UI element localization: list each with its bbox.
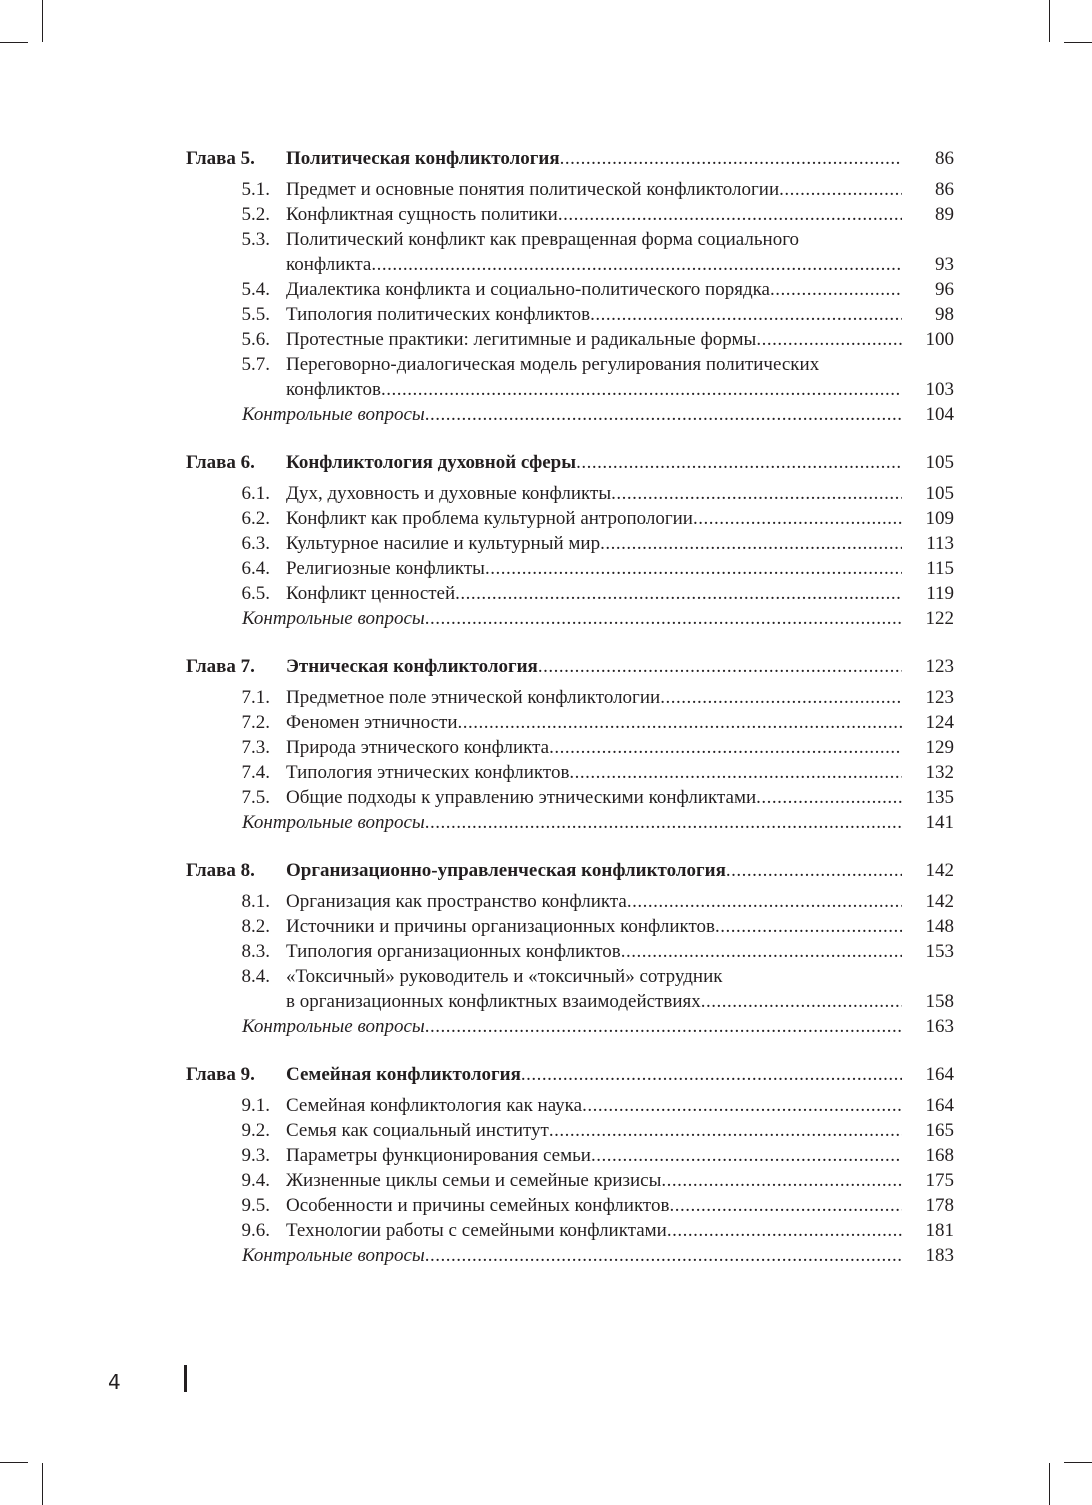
section-entry-line1[interactable] xyxy=(186,964,954,989)
section-page: 132 xyxy=(925,762,954,783)
section-entry[interactable] xyxy=(186,1193,954,1218)
section-title-wrap xyxy=(286,581,902,606)
section-entry[interactable] xyxy=(186,1118,954,1143)
chapter-title: Конфликтология духовной сферы xyxy=(286,452,577,473)
section-title: Конфликт ценностей xyxy=(286,583,456,604)
section-number: 8.4. xyxy=(241,966,270,987)
chapter-page: 142 xyxy=(925,860,954,881)
section-title: конфликтов xyxy=(286,379,381,400)
chapter-title-wrap xyxy=(286,1061,902,1089)
section-entry[interactable] xyxy=(186,202,954,227)
chapter-heading[interactable] xyxy=(186,145,954,173)
section-number: 9.3. xyxy=(241,1145,270,1166)
crop-mark xyxy=(0,1462,28,1463)
section-title-wrap xyxy=(286,252,902,277)
section-page: 178 xyxy=(925,1195,954,1216)
section-entry[interactable] xyxy=(186,760,954,785)
section-title: Типология политических конфликтов xyxy=(286,304,591,325)
section-title-wrap xyxy=(286,760,902,785)
control-questions-page: 104 xyxy=(925,404,954,425)
section-title-wrap xyxy=(286,531,902,556)
section-title: Предмет и основные понятия политической конфликтологии xyxy=(286,179,780,200)
chapter-heading[interactable] xyxy=(186,449,954,477)
section-number: 6.1. xyxy=(241,483,270,504)
chapter-heading[interactable] xyxy=(186,1061,954,1089)
control-questions-wrap xyxy=(186,1014,902,1039)
section-number: 5.7. xyxy=(241,354,270,375)
section-title-wrap xyxy=(286,785,902,810)
section-page: 129 xyxy=(925,737,954,758)
chapter-title: Семейная конфликтология xyxy=(286,1064,521,1085)
section-number: 9.2. xyxy=(241,1120,270,1141)
section-number: 8.1. xyxy=(241,891,270,912)
section-number: 7.1. xyxy=(241,687,270,708)
section-page: 142 xyxy=(925,891,954,912)
crop-mark xyxy=(1049,0,1050,42)
section-page: 100 xyxy=(925,329,954,350)
section-title-wrap xyxy=(286,177,902,202)
section-title: в организационных конфликтных взаимодействиях xyxy=(286,991,701,1012)
chapter-heading[interactable] xyxy=(186,857,954,885)
section-entry[interactable] xyxy=(186,581,954,606)
section-title-wrap xyxy=(286,1118,902,1143)
section-number: 6.2. xyxy=(241,508,270,529)
section-title-wrap xyxy=(286,327,902,352)
chapter-page: 164 xyxy=(925,1064,954,1085)
section-title: Параметры функционирования семьи xyxy=(286,1145,591,1166)
section-title-wrap xyxy=(286,939,902,964)
section-page: 181 xyxy=(925,1220,954,1241)
section-entry[interactable] xyxy=(186,1093,954,1118)
section-title-wrap xyxy=(286,889,902,914)
chapter-label: Глава 7. xyxy=(186,656,255,677)
section-entry[interactable] xyxy=(186,556,954,581)
control-questions-wrap xyxy=(186,810,902,835)
control-questions-wrap xyxy=(186,402,902,427)
section-page: 175 xyxy=(925,1170,954,1191)
section-title-wrap xyxy=(286,1143,902,1168)
section-page: 165 xyxy=(925,1120,954,1141)
section-entry[interactable] xyxy=(186,252,954,277)
section-title: Типология этнических конфликтов xyxy=(286,762,570,783)
section-title-line1: «Токсичный» руководитель и «токсичный» сотрудник xyxy=(286,966,723,987)
section-title: Семья как социальный институт xyxy=(286,1120,549,1141)
section-title-wrap xyxy=(286,277,902,302)
section-entry[interactable] xyxy=(186,177,954,202)
section-page: 168 xyxy=(925,1145,954,1166)
section-entry[interactable] xyxy=(186,1218,954,1243)
chapter-title-wrap xyxy=(286,653,902,681)
chapter-title-wrap xyxy=(286,857,902,885)
section-title: Конфликт как проблема культурной антропологии xyxy=(286,508,693,529)
section-entry[interactable] xyxy=(186,1168,954,1193)
section-page: 119 xyxy=(926,583,954,604)
section-title-wrap xyxy=(286,202,902,227)
section-entry[interactable] xyxy=(186,785,954,810)
section-page: 124 xyxy=(925,712,954,733)
crop-mark xyxy=(1049,1463,1050,1505)
section-page: 158 xyxy=(925,991,954,1012)
section-number: 5.1. xyxy=(241,179,270,200)
section-title: Диалектика конфликта и социально-политического порядка xyxy=(286,279,770,300)
section-number: 9.4. xyxy=(241,1170,270,1191)
section-entry-line1[interactable] xyxy=(186,227,954,252)
control-questions-entry[interactable] xyxy=(186,402,954,427)
section-page: 86 xyxy=(935,179,954,200)
section-title-wrap xyxy=(286,989,902,1014)
section-number: 5.6. xyxy=(241,329,270,350)
section-number: 9.1. xyxy=(241,1095,270,1116)
section-number: 7.2. xyxy=(241,712,270,733)
section-entry[interactable] xyxy=(186,377,954,402)
section-page: 98 xyxy=(935,304,954,325)
section-entry[interactable] xyxy=(186,989,954,1014)
crop-mark xyxy=(0,42,28,43)
section-entry[interactable] xyxy=(186,531,954,556)
control-questions-entry[interactable] xyxy=(186,810,954,835)
section-title: Протестные практики: легитимные и радикальные формы xyxy=(286,329,757,350)
section-entry[interactable] xyxy=(186,327,954,352)
section-page: 93 xyxy=(935,254,954,275)
section-title-wrap xyxy=(286,914,902,939)
section-number: 5.3. xyxy=(241,229,270,250)
control-questions-page: 163 xyxy=(925,1016,954,1037)
chapter-title-wrap xyxy=(286,449,902,477)
chapter-title: Этническая конфликтология xyxy=(286,656,538,677)
section-title: Предметное поле этнической конфликтологии xyxy=(286,687,661,708)
table-of-contents xyxy=(186,145,954,1290)
section-title: Религиозные конфликты xyxy=(286,558,485,579)
control-questions-label: Контрольные вопросы xyxy=(242,1016,425,1037)
crop-mark xyxy=(1064,1462,1092,1463)
chapter-title: Организационно-управленческая конфликтология xyxy=(286,860,726,881)
control-questions-page: 141 xyxy=(925,812,954,833)
section-number: 5.4. xyxy=(241,279,270,300)
section-title-wrap xyxy=(286,1093,902,1118)
section-title-wrap xyxy=(286,556,902,581)
chapter-page: 123 xyxy=(925,656,954,677)
section-title-wrap xyxy=(286,506,902,531)
section-title: Семейная конфликтология как наука xyxy=(286,1095,583,1116)
section-title: Культурное насилие и культурный мир xyxy=(286,533,601,554)
section-number: 9.5. xyxy=(241,1195,270,1216)
folio-divider xyxy=(184,1365,187,1392)
section-entry[interactable] xyxy=(186,506,954,531)
section-title: Природа этнического конфликта xyxy=(286,737,550,758)
section-title: Типология организационных конфликтов xyxy=(286,941,621,962)
crop-mark xyxy=(42,0,43,42)
section-page: 148 xyxy=(925,916,954,937)
section-number: 6.3. xyxy=(241,533,270,554)
chapter-title-wrap xyxy=(286,145,902,173)
chapter-heading[interactable] xyxy=(186,653,954,681)
control-questions-entry[interactable] xyxy=(186,1243,954,1268)
section-entry[interactable] xyxy=(186,277,954,302)
control-questions-label: Контрольные вопросы xyxy=(242,404,425,425)
section-page: 164 xyxy=(925,1095,954,1116)
section-number: 7.5. xyxy=(241,787,270,808)
control-questions-wrap xyxy=(186,606,902,631)
section-title-wrap xyxy=(286,710,902,735)
section-number: 8.2. xyxy=(241,916,270,937)
section-number: 5.2. xyxy=(241,204,270,225)
crop-mark xyxy=(42,1463,43,1505)
chapter-label: Глава 5. xyxy=(186,148,255,169)
section-title: Источники и причины организационных конфликтов xyxy=(286,916,716,937)
section-title-line1: Переговорно-диалогическая модель регулирования политических xyxy=(286,354,820,375)
section-number: 8.3. xyxy=(241,941,270,962)
chapter-title: Политическая конфликтология xyxy=(286,148,560,169)
control-questions-label: Контрольные вопросы xyxy=(242,812,425,833)
section-page: 109 xyxy=(925,508,954,529)
section-entry[interactable] xyxy=(186,939,954,964)
chapter-label: Глава 8. xyxy=(186,860,255,881)
chapter-page: 86 xyxy=(935,148,954,169)
section-title: Феномен этничности xyxy=(286,712,458,733)
control-questions-label: Контрольные вопросы xyxy=(242,608,425,629)
section-number: 7.4. xyxy=(241,762,270,783)
crop-mark xyxy=(1064,42,1092,43)
section-number: 6.4. xyxy=(241,558,270,579)
section-page: 123 xyxy=(925,687,954,708)
control-questions-page: 183 xyxy=(925,1245,954,1266)
section-entry[interactable] xyxy=(186,889,954,914)
section-title-wrap xyxy=(286,377,902,402)
section-title: Конфликтная сущность политики xyxy=(286,204,558,225)
section-page: 113 xyxy=(926,533,954,554)
chapter-label: Глава 9. xyxy=(186,1064,255,1085)
toc-chapter xyxy=(186,653,954,835)
section-page: 135 xyxy=(925,787,954,808)
control-questions-page: 122 xyxy=(925,608,954,629)
section-entry-line1[interactable] xyxy=(186,352,954,377)
section-number: 5.5. xyxy=(241,304,270,325)
section-title: Дух, духовность и духовные конфликты xyxy=(286,483,612,504)
section-title-wrap xyxy=(286,685,902,710)
section-title: Общие подходы к управлению этническими конфликтами xyxy=(286,787,757,808)
toc-chapter xyxy=(186,145,954,427)
section-title-wrap xyxy=(286,1218,902,1243)
section-number: 6.5. xyxy=(241,583,270,604)
section-title-wrap xyxy=(286,481,902,506)
section-entry[interactable] xyxy=(186,735,954,760)
section-page: 89 xyxy=(935,204,954,225)
chapter-page: 105 xyxy=(925,452,954,473)
section-entry[interactable] xyxy=(186,685,954,710)
section-title-wrap xyxy=(286,1168,902,1193)
section-entry[interactable] xyxy=(186,1143,954,1168)
section-entry[interactable] xyxy=(186,710,954,735)
section-number: 9.6. xyxy=(241,1220,270,1241)
chapter-label: Глава 6. xyxy=(186,452,255,473)
section-page: 115 xyxy=(926,558,954,579)
section-page: 96 xyxy=(935,279,954,300)
section-entry[interactable] xyxy=(186,914,954,939)
section-title: Технологии работы с семейными конфликтами xyxy=(286,1220,667,1241)
section-title-wrap xyxy=(286,302,902,327)
section-title-line1: Политический конфликт как превращенная форма социального xyxy=(286,229,800,250)
control-questions-wrap xyxy=(186,1243,902,1268)
section-page: 103 xyxy=(925,379,954,400)
section-title: Особенности и причины семейных конфликтов xyxy=(286,1195,670,1216)
section-entry[interactable] xyxy=(186,481,954,506)
toc-chapter xyxy=(186,449,954,631)
control-questions-label: Контрольные вопросы xyxy=(242,1245,425,1266)
toc-chapter xyxy=(186,1061,954,1268)
section-page: 105 xyxy=(925,483,954,504)
section-number: 7.3. xyxy=(241,737,270,758)
section-title-wrap xyxy=(286,735,902,760)
section-title: конфликта xyxy=(286,254,372,275)
section-title: Жизненные циклы семьи и семейные кризисы xyxy=(286,1170,662,1191)
control-questions-entry[interactable] xyxy=(186,606,954,631)
control-questions-entry[interactable] xyxy=(186,1014,954,1039)
section-page: 153 xyxy=(925,941,954,962)
page-number: 4 xyxy=(108,1370,121,1394)
section-entry[interactable] xyxy=(186,302,954,327)
section-title-wrap xyxy=(286,1193,902,1218)
toc-chapter xyxy=(186,857,954,1039)
section-title: Организация как пространство конфликта xyxy=(286,891,627,912)
